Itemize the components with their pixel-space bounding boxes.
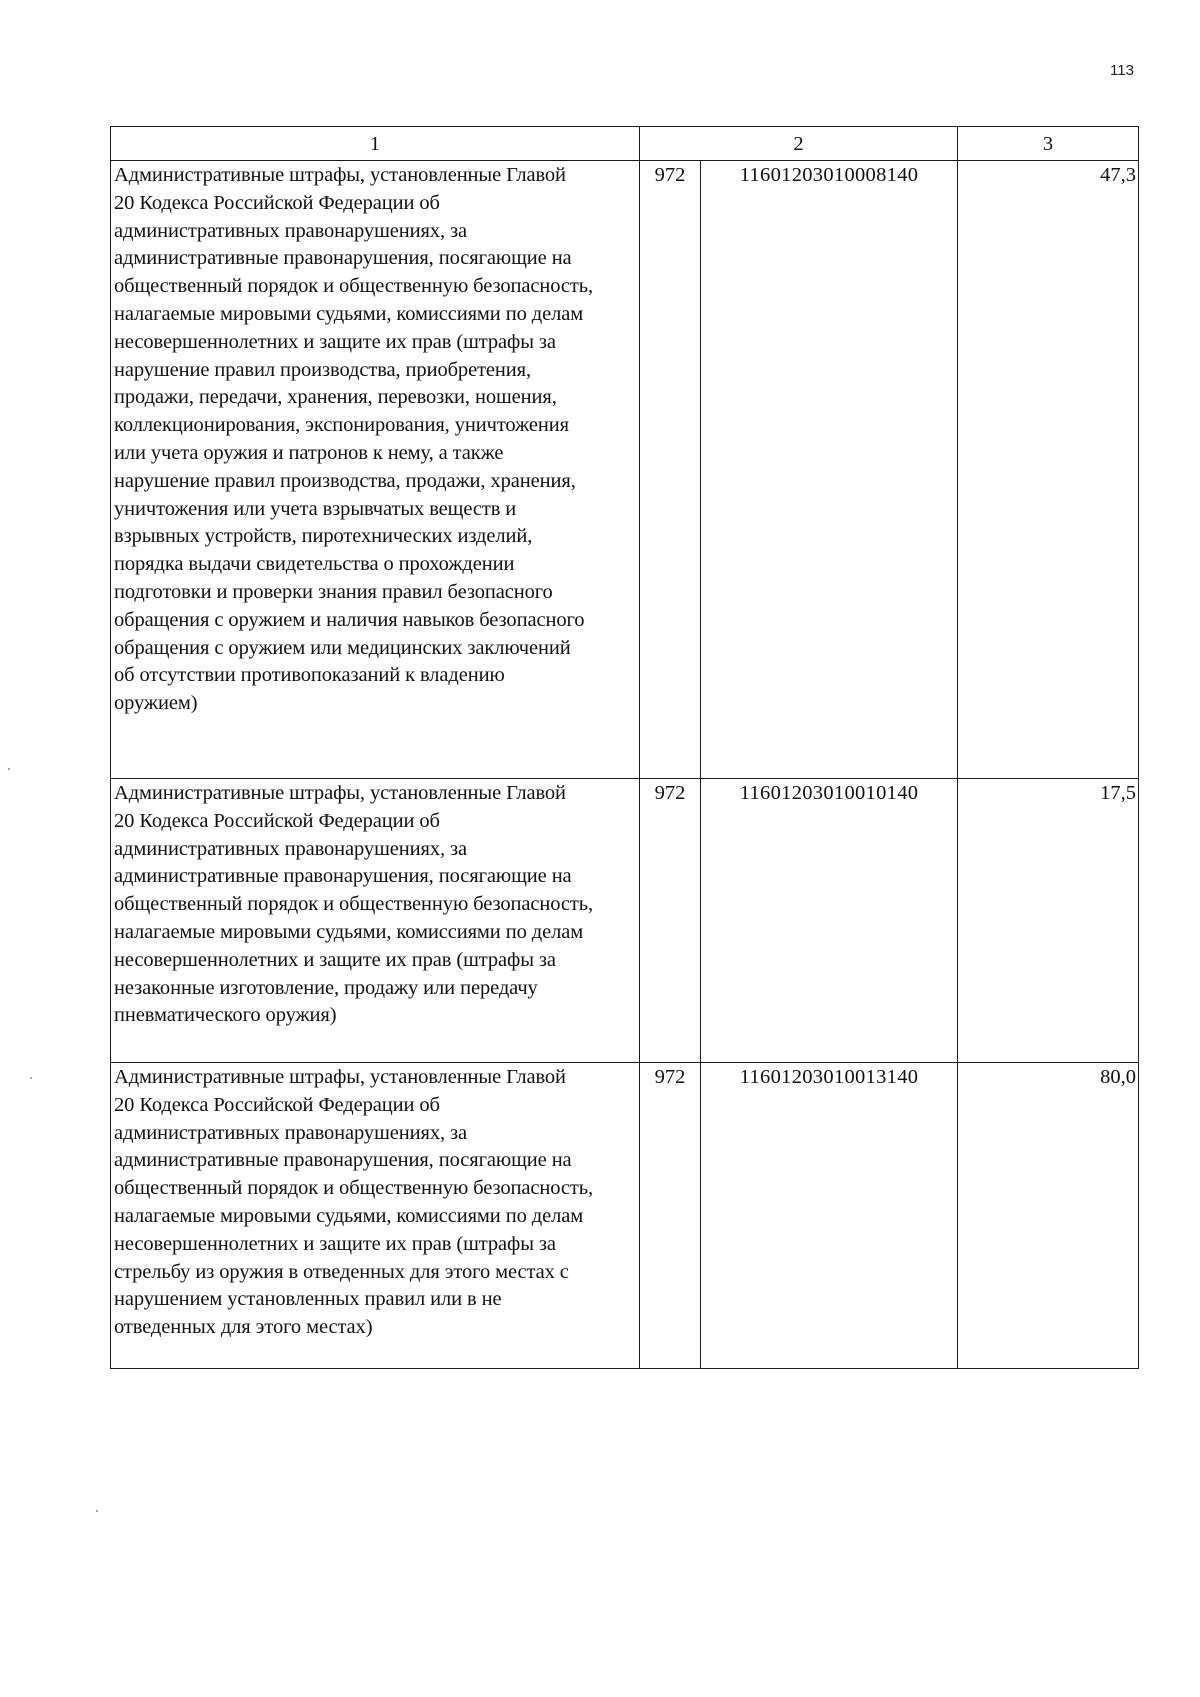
row-description: Административные штрафы, установленные Главой 20 Кодекса Российской Федерации об административных правонарушениях, за административные правонарушения, посягающие на общественный порядок и общественную безопасность, налагаемые мировыми судьями, комиссиями по делам несовершеннолетних и защите их прав (штрафы за незаконные изготовление, продажу или передачу пневматического оружия): [111, 779, 640, 1063]
page-number: 113: [1110, 62, 1134, 79]
header-col-2: 2: [640, 127, 958, 161]
header-col-3: 3: [958, 127, 1139, 161]
row-admin-code: 972: [640, 161, 701, 779]
table-row: [111, 1063, 1139, 1369]
table-row: [111, 779, 1139, 1063]
row-admin-code: 972: [640, 779, 701, 1063]
row-budget-code: 11601203010013140: [701, 1063, 958, 1369]
scan-speck: [8, 768, 10, 770]
row-amount: 47,3: [958, 161, 1139, 779]
table-header-row: [111, 127, 1139, 161]
table-row: [111, 161, 1139, 779]
scan-speck: [30, 1077, 32, 1079]
row-description: Административные штрафы, установленные Главой 20 Кодекса Российской Федерации об административных правонарушениях, за административные правонарушения, посягающие на общественный порядок и общественную безопасность, налагаемые мировыми судьями, комиссиями по делам несовершеннолетних и защите их прав (штрафы за нарушение правил производства, приобретения, продажи, передачи, хранения, перевозки, ношения, коллекционирования, экспонирования, уничтожения или учета оружия и патронов к нему, а также нарушение правил производства, продажи, хранения, уничтожения или учета взрывчатых веществ и взрывных устройств, пиротехнических изделий, порядка выдачи свидетельства о прохождении подготовки и проверки знания правил безопасного обращения с оружием и наличия навыков безопасного обращения с оружием или медицинских заключений об отсутствии противопоказаний к владению оружием): [111, 161, 640, 779]
row-amount: 17,5: [958, 779, 1139, 1063]
row-budget-code: 11601203010010140: [701, 779, 958, 1063]
row-admin-code: 972: [640, 1063, 701, 1369]
row-amount: 80,0: [958, 1063, 1139, 1369]
row-budget-code: 11601203010008140: [701, 161, 958, 779]
scan-speck: [96, 1510, 98, 1512]
budget-table: [110, 126, 1139, 1369]
header-col-1: 1: [111, 127, 640, 161]
row-description: Административные штрафы, установленные Главой 20 Кодекса Российской Федерации об административных правонарушениях, за административные правонарушения, посягающие на общественный порядок и общественную безопасность, налагаемые мировыми судьями, комиссиями по делам несовершеннолетних и защите их прав (штрафы за стрельбу из оружия в отведенных для этого местах с нарушением установленных правил или в не отведенных для этого местах): [111, 1063, 640, 1369]
